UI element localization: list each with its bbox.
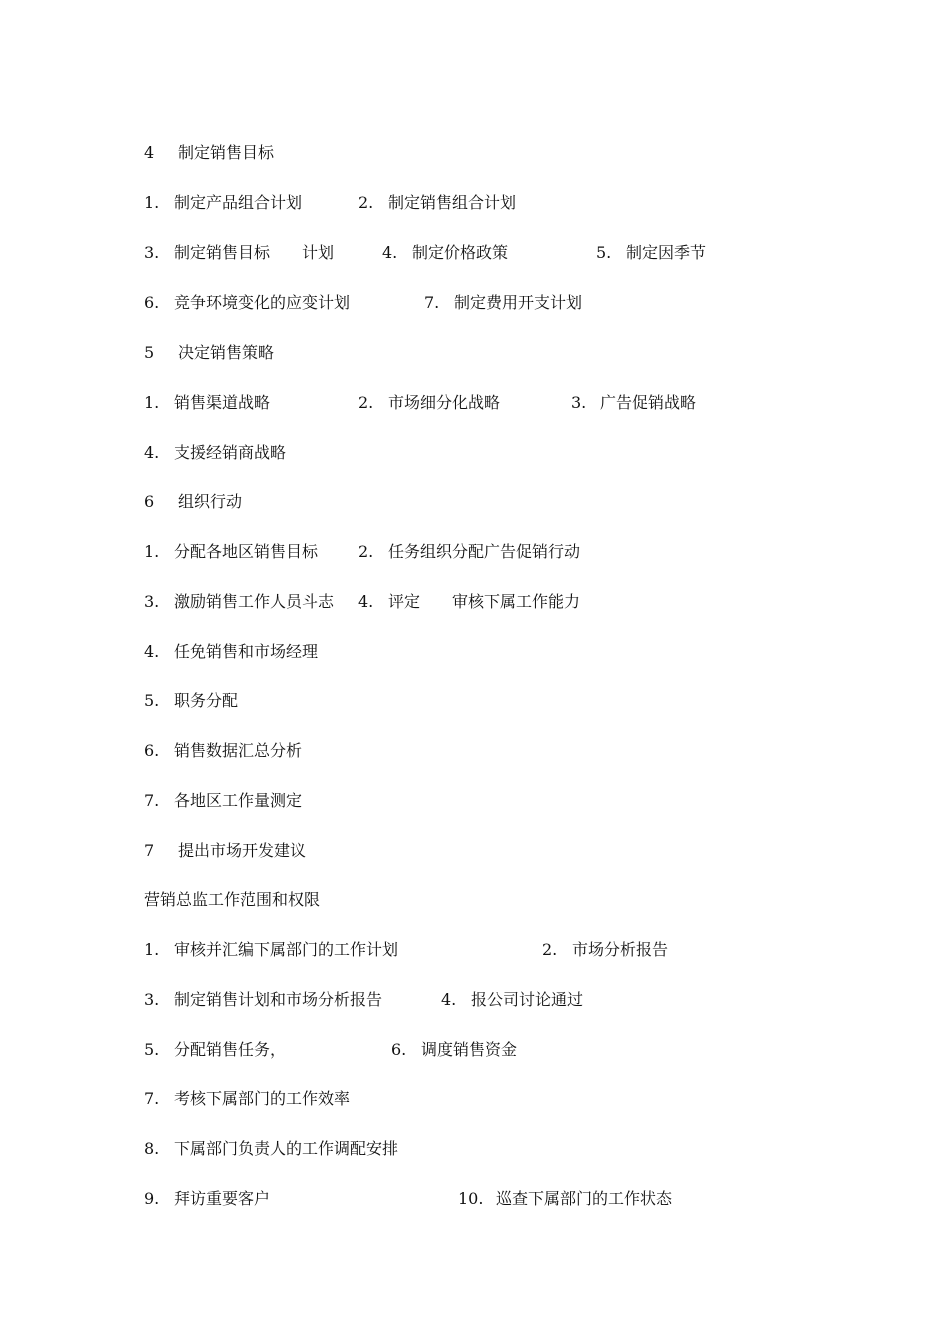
section-title: 营销总监工作范围和权限 [144,890,321,909]
item-text: 市场细分化战略 [388,393,501,412]
item-text: 评定 审核下属工作能力 [388,592,581,611]
list-line [0,640,950,664]
item-text: 任免销售和市场经理 [174,642,319,661]
item-text: 分配各地区销售目标 [174,542,319,561]
item-number: 1. [144,542,160,561]
list-line [0,1087,950,1111]
section-title: 提出市场开发建议 [178,841,307,860]
section-heading [0,839,950,863]
item-text: 各地区工作量测定 [174,791,303,810]
item-text: 分配销售任务， [174,1040,287,1059]
list-line [0,789,950,813]
item-text: 制定销售计划和市场分析报告 [174,990,383,1009]
item-number: 3. [144,990,160,1009]
item-number: 8. [144,1139,160,1158]
item-number: 5. [596,243,612,262]
section-number: 4 [144,143,155,162]
item-text: 制定产品组合计划 [174,193,303,212]
item-text: 销售数据汇总分析 [174,741,303,760]
list-line [0,1137,950,1161]
item-number: 4. [144,642,160,661]
list-line [0,191,950,215]
item-text: 巡查下属部门的工作状态 [496,1189,673,1208]
list-line [0,241,950,265]
item-text: 广告促销战略 [600,393,697,412]
list-line [0,1038,950,1062]
item-number: 7. [424,293,440,312]
item-text: 考核下属部门的工作效率 [174,1089,351,1108]
list-line [0,739,950,763]
item-text: 竞争环境变化的应变计划 [174,293,351,312]
section-number: 6 [144,492,155,511]
item-text: 下属部门负责人的工作调配安排 [174,1139,399,1158]
item-number: 3. [144,243,160,262]
item-text: 制定因季节 [626,243,707,262]
section-title: 决定销售策略 [178,343,275,362]
list-line [0,689,950,713]
item-number: 5. [144,691,160,710]
item-text: 审核并汇编下属部门的工作计划 [174,940,399,959]
item-number: 7. [144,791,160,810]
item-text: 制定销售目标 计划 [174,243,335,262]
section-number: 7 [144,841,155,860]
item-text: 任务组织分配广告促销行动 [388,542,581,561]
item-text: 制定费用开支计划 [454,293,583,312]
item-number: 3. [144,592,160,611]
item-number: 4. [144,443,160,462]
item-text: 市场分析报告 [572,940,669,959]
item-text: 激励销售工作人员斗志 [174,592,335,611]
list-line [0,988,950,1012]
list-line [0,590,950,614]
section-number: 5 [144,343,155,362]
item-text: 销售渠道战略 [174,393,271,412]
item-text: 制定价格政策 [412,243,509,262]
section-heading [0,341,950,365]
item-text: 拜访重要客户 [174,1189,271,1208]
item-number: 2. [358,542,374,561]
item-number: 4. [358,592,374,611]
item-number: 2. [358,393,374,412]
list-line [0,441,950,465]
list-line [0,540,950,564]
item-number: 2. [358,193,374,212]
item-number: 7. [144,1089,160,1108]
list-line [0,1187,950,1211]
item-number: 4. [382,243,398,262]
item-number: 1. [144,940,160,959]
item-text: 报公司讨论通过 [471,990,584,1009]
item-text: 支援经销商战略 [174,443,287,462]
item-number: 6. [144,293,160,312]
item-number: 9. [144,1189,160,1208]
item-text: 制定销售组合计划 [388,193,517,212]
item-text: 调度销售资金 [421,1040,518,1059]
section-heading [0,888,950,912]
item-number: 6. [144,741,160,760]
item-number: 3. [571,393,587,412]
section-title: 组织行动 [178,492,243,511]
item-number: 6. [391,1040,407,1059]
list-line [0,291,950,315]
section-heading [0,141,950,165]
item-text: 职务分配 [174,691,239,710]
item-number: 5. [144,1040,160,1059]
item-number: 4. [441,990,457,1009]
list-line [0,391,950,415]
section-title: 制定销售目标 [178,143,275,162]
item-number: 10. [458,1189,484,1208]
list-line [0,938,950,962]
section-heading [0,490,950,514]
item-number: 1. [144,393,160,412]
item-number: 1. [144,193,160,212]
item-number: 2. [542,940,558,959]
